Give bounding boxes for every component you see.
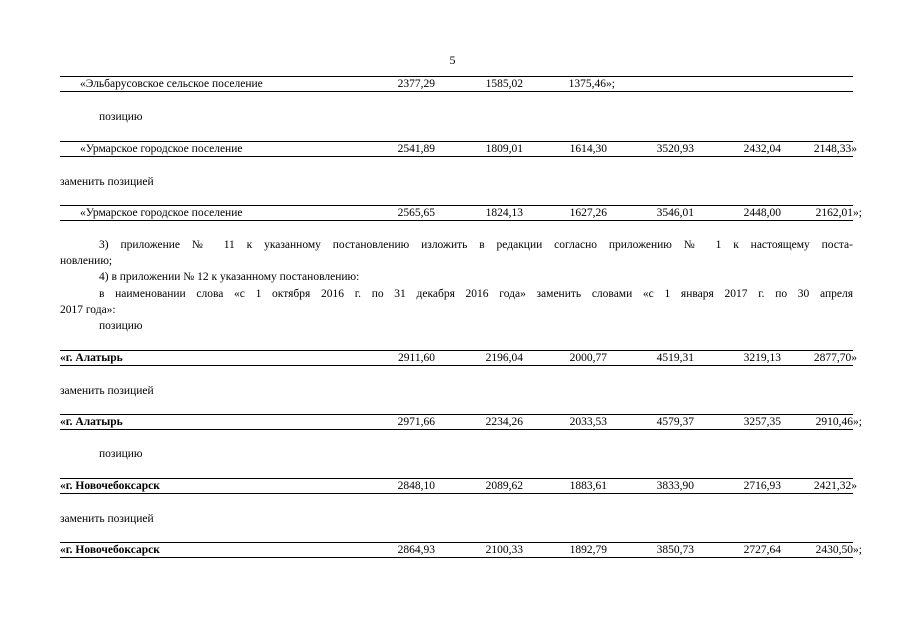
label-position: позицию <box>99 320 143 332</box>
cell-col2: 2089,62 <box>485 480 523 492</box>
cell-col6: 2162,01»; <box>815 207 862 219</box>
cell-col4: 3520,93 <box>656 143 694 155</box>
row-name: «г. Новочебоксарск <box>60 480 160 492</box>
table-row <box>60 542 862 558</box>
cell-col3: 1627,26 <box>569 207 607 219</box>
cell-col5: 2432,04 <box>743 143 781 155</box>
row-name: «Урмарское городское поселение <box>80 207 243 219</box>
label-position: позицию <box>99 111 143 123</box>
cell-col6: 2148,33» <box>813 143 857 155</box>
cell-col4: 4519,31 <box>656 352 694 364</box>
cell-col3: 1375,46»; <box>568 78 615 90</box>
cell-col1: 2848,10 <box>397 480 435 492</box>
cell-col6: 2877,70» <box>813 352 857 364</box>
paragraph-title-change-cont: 2017 года»: <box>60 304 116 316</box>
paragraph-item-4: 4) в приложении № 12 к указанному постановлению: <box>99 271 360 283</box>
row-name: «г. Новочебоксарск <box>60 544 160 556</box>
cell-col3: 1614,30 <box>569 143 607 155</box>
cell-col1: 2377,29 <box>397 78 435 90</box>
row-name: «г. Алатырь <box>60 416 123 428</box>
cell-col6: 2421,32» <box>813 480 857 492</box>
cell-col4: 3546,01 <box>656 207 694 219</box>
table-row <box>60 478 857 494</box>
cell-col2: 1585,02 <box>485 78 523 90</box>
cell-col1: 2911,60 <box>398 352 435 364</box>
label-replace: заменить позицией <box>60 176 154 188</box>
cell-col5: 2727,64 <box>743 544 781 556</box>
table-row <box>60 76 853 92</box>
cell-col1: 2541,89 <box>397 143 435 155</box>
cell-col1: 2971,66 <box>397 416 435 428</box>
cell-col3: 1892,79 <box>569 544 607 556</box>
paragraph-title-change: в наименовании слова «с 1 октября 2016 г. по 31 декабря 2016 года» заменить словами «с 1 января 2017 г. по 30 апреля <box>99 288 853 300</box>
cell-col5: 3219,13 <box>743 352 781 364</box>
cell-col5: 2448,00 <box>743 207 781 219</box>
cell-col6: 2430,50»; <box>815 544 862 556</box>
cell-col4: 3833,90 <box>656 480 694 492</box>
cell-col4: 3850,73 <box>656 544 694 556</box>
table-row <box>60 414 862 430</box>
table-row <box>60 350 857 366</box>
paragraph-item-3: 3) приложение № 11 к указанному постановлению изложить в редакции согласно приложению № 1 к настоящему поста- <box>99 239 853 251</box>
label-position: позицию <box>99 448 143 460</box>
cell-col1: 2565,65 <box>397 207 435 219</box>
label-replace: заменить позицией <box>60 385 154 397</box>
cell-col3: 2000,77 <box>569 352 607 364</box>
row-name: «Эльбарусовское сельское поселение <box>80 78 263 90</box>
row-name: «Урмарское городское поселение <box>80 143 243 155</box>
cell-col5: 3257,35 <box>743 416 781 428</box>
table-row <box>60 205 862 221</box>
paragraph-item-3-cont: новлению; <box>60 255 113 267</box>
cell-col5: 2716,93 <box>743 480 781 492</box>
page-number: 5 <box>449 53 456 67</box>
cell-col3: 2033,53 <box>569 416 607 428</box>
row-name: «г. Алатырь <box>60 352 123 364</box>
cell-col2: 2196,04 <box>485 352 523 364</box>
table-row <box>60 141 857 157</box>
cell-col2: 2100,33 <box>485 544 523 556</box>
cell-col2: 1824,13 <box>485 207 523 219</box>
cell-col2: 2234,26 <box>485 416 523 428</box>
cell-col3: 1883,61 <box>569 480 607 492</box>
label-replace: заменить позицией <box>60 513 154 525</box>
cell-col6: 2910,46»; <box>815 416 862 428</box>
cell-col1: 2864,93 <box>397 544 435 556</box>
cell-col2: 1809,01 <box>485 143 523 155</box>
cell-col4: 4579,37 <box>656 416 694 428</box>
